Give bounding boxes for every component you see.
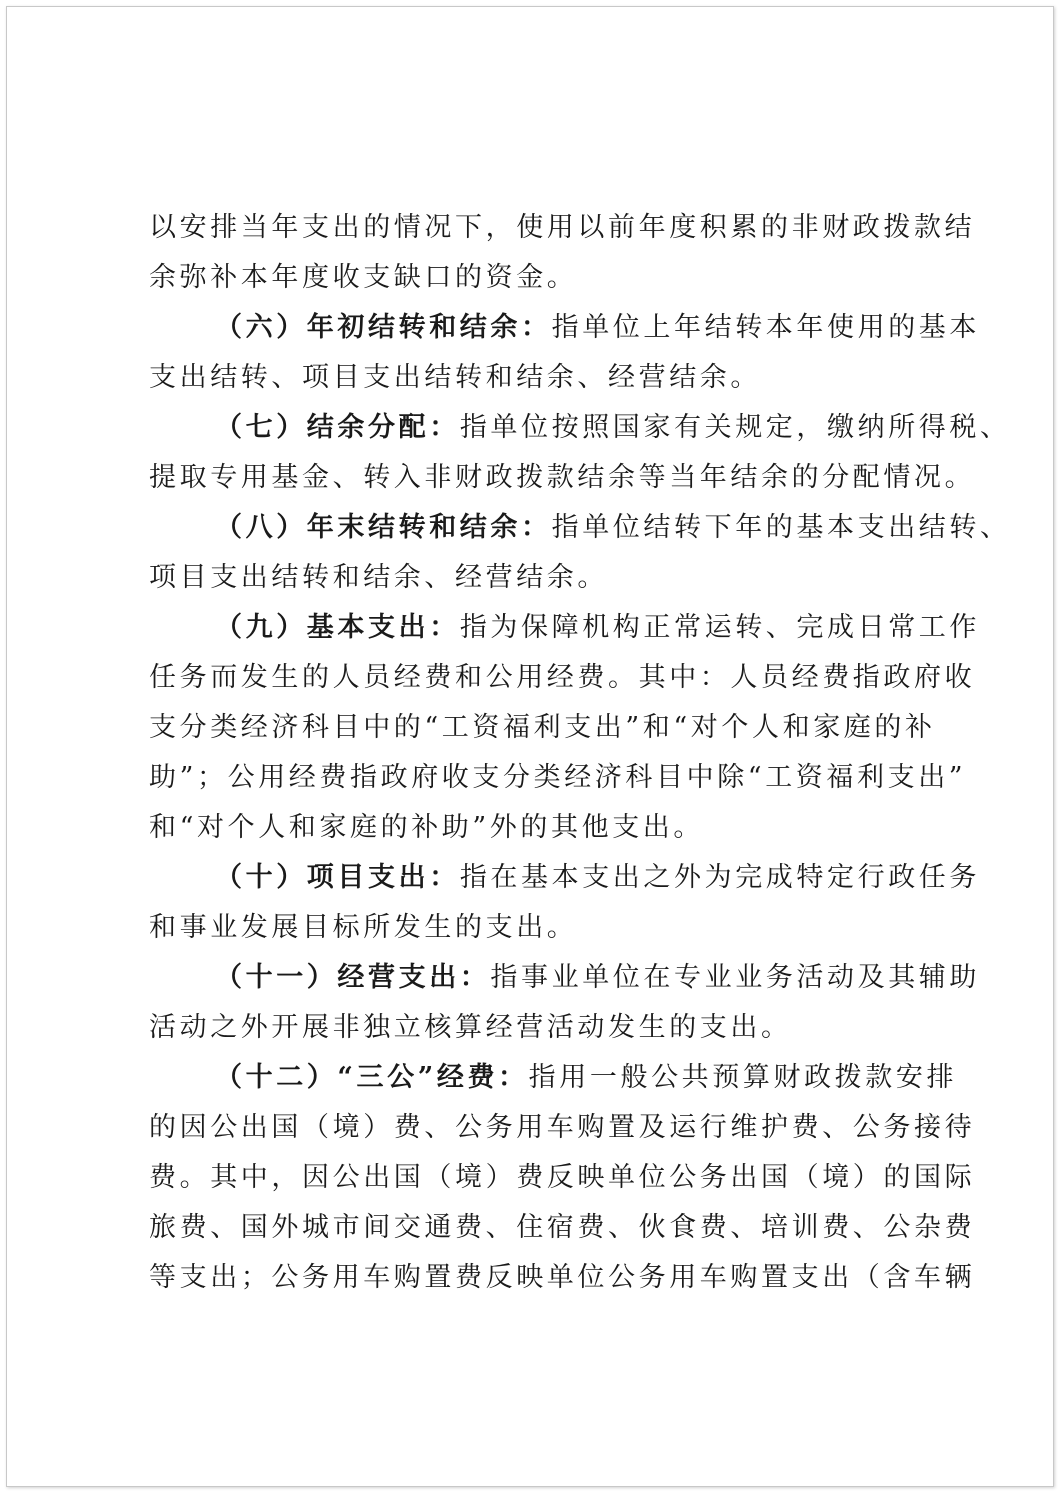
line-text: 支出结转、项目支出结转和结余、经营结余。 [149, 362, 761, 393]
term-heading: （六）年初结转和结余： [215, 312, 552, 343]
term-heading: （七）结余分配： [215, 412, 460, 443]
paragraph-first-line [149, 953, 981, 1003]
text-line [149, 1203, 976, 1253]
paragraph-first-line [149, 603, 981, 653]
line-text: 指用一般公共预算财政拨款安排 [528, 1062, 958, 1093]
paragraph-first-line [149, 1053, 959, 1103]
line-text: 提取专用基金、转入非财政拨款结余等当年结余的分配情况。 [149, 462, 976, 493]
term-heading: （十）项目支出： [215, 862, 460, 893]
text-line [149, 653, 976, 703]
line-text: 的因公出国（境）费、公务用车购置及运行维护费、公务接待 [149, 1112, 976, 1143]
text-line [149, 353, 959, 403]
line-text: 和“对个人和家庭的补助”外的其他支出。 [149, 812, 705, 843]
line-text: 指在基本支出之外为完成特定行政任务 [459, 862, 981, 893]
line-text: 任务而发生的人员经费和公用经费。其中：人员经费指政府收 [149, 662, 976, 693]
line-text: 项目支出结转和结余、经营结余。 [149, 562, 608, 593]
paragraph-first-line [149, 503, 1011, 553]
text-line [149, 253, 959, 303]
term-heading: （八）年末结转和结余： [215, 512, 552, 543]
text-line [149, 453, 976, 503]
text-line [149, 1253, 976, 1303]
text-line [149, 1103, 976, 1153]
line-text: 指单位上年结转本年使用的基本 [551, 312, 981, 343]
line-text: 指为保障机构正常运转、完成日常工作 [459, 612, 981, 643]
paragraph-first-line [149, 403, 1011, 453]
text-line [149, 1003, 959, 1053]
text-line [149, 203, 976, 253]
line-text: 支分类经济科目中的“工资福利支出”和“对个人和家庭的补 [149, 712, 936, 743]
line-text: 指事业单位在专业业务活动及其辅助 [490, 962, 981, 993]
text-line [149, 1153, 976, 1203]
term-heading: （十一）经营支出： [215, 962, 491, 993]
line-text: 和事业发展目标所发生的支出。 [149, 912, 578, 943]
line-text: 费。其中，因公出国（境）费反映单位公务出国（境）的国际 [149, 1162, 976, 1193]
text-line [149, 753, 967, 803]
line-text: 活动之外开展非独立核算经营活动发生的支出。 [149, 1012, 792, 1043]
line-text: 指单位按照国家有关规定，缴纳所得税、 [459, 412, 1011, 443]
line-text: 指单位结转下年的基本支出结转、 [551, 512, 1011, 543]
document-body [149, 203, 1011, 1303]
text-line [149, 903, 959, 953]
term-heading: （十二）“三公”经费： [215, 1062, 529, 1093]
line-text: 助”；公用经费指政府收支分类经济科目中除“工资福利支出” [149, 762, 967, 793]
document-page [6, 6, 1054, 1487]
line-text: 旅费、国外城市间交通费、住宿费、伙食费、培训费、公杂费 [149, 1212, 976, 1243]
line-text: 以安排当年支出的情况下，使用以前年度积累的非财政拨款结 [149, 212, 976, 243]
line-text: 等支出；公务用车购置费反映单位公务用车购置支出（含车辆 [149, 1262, 976, 1293]
line-text: 余弥补本年度收支缺口的资金。 [149, 262, 578, 293]
paragraph-first-line [149, 853, 981, 903]
text-line [149, 803, 959, 853]
text-line [149, 553, 959, 603]
term-heading: （九）基本支出： [215, 612, 460, 643]
text-line [149, 703, 959, 753]
paragraph-first-line [149, 303, 981, 353]
